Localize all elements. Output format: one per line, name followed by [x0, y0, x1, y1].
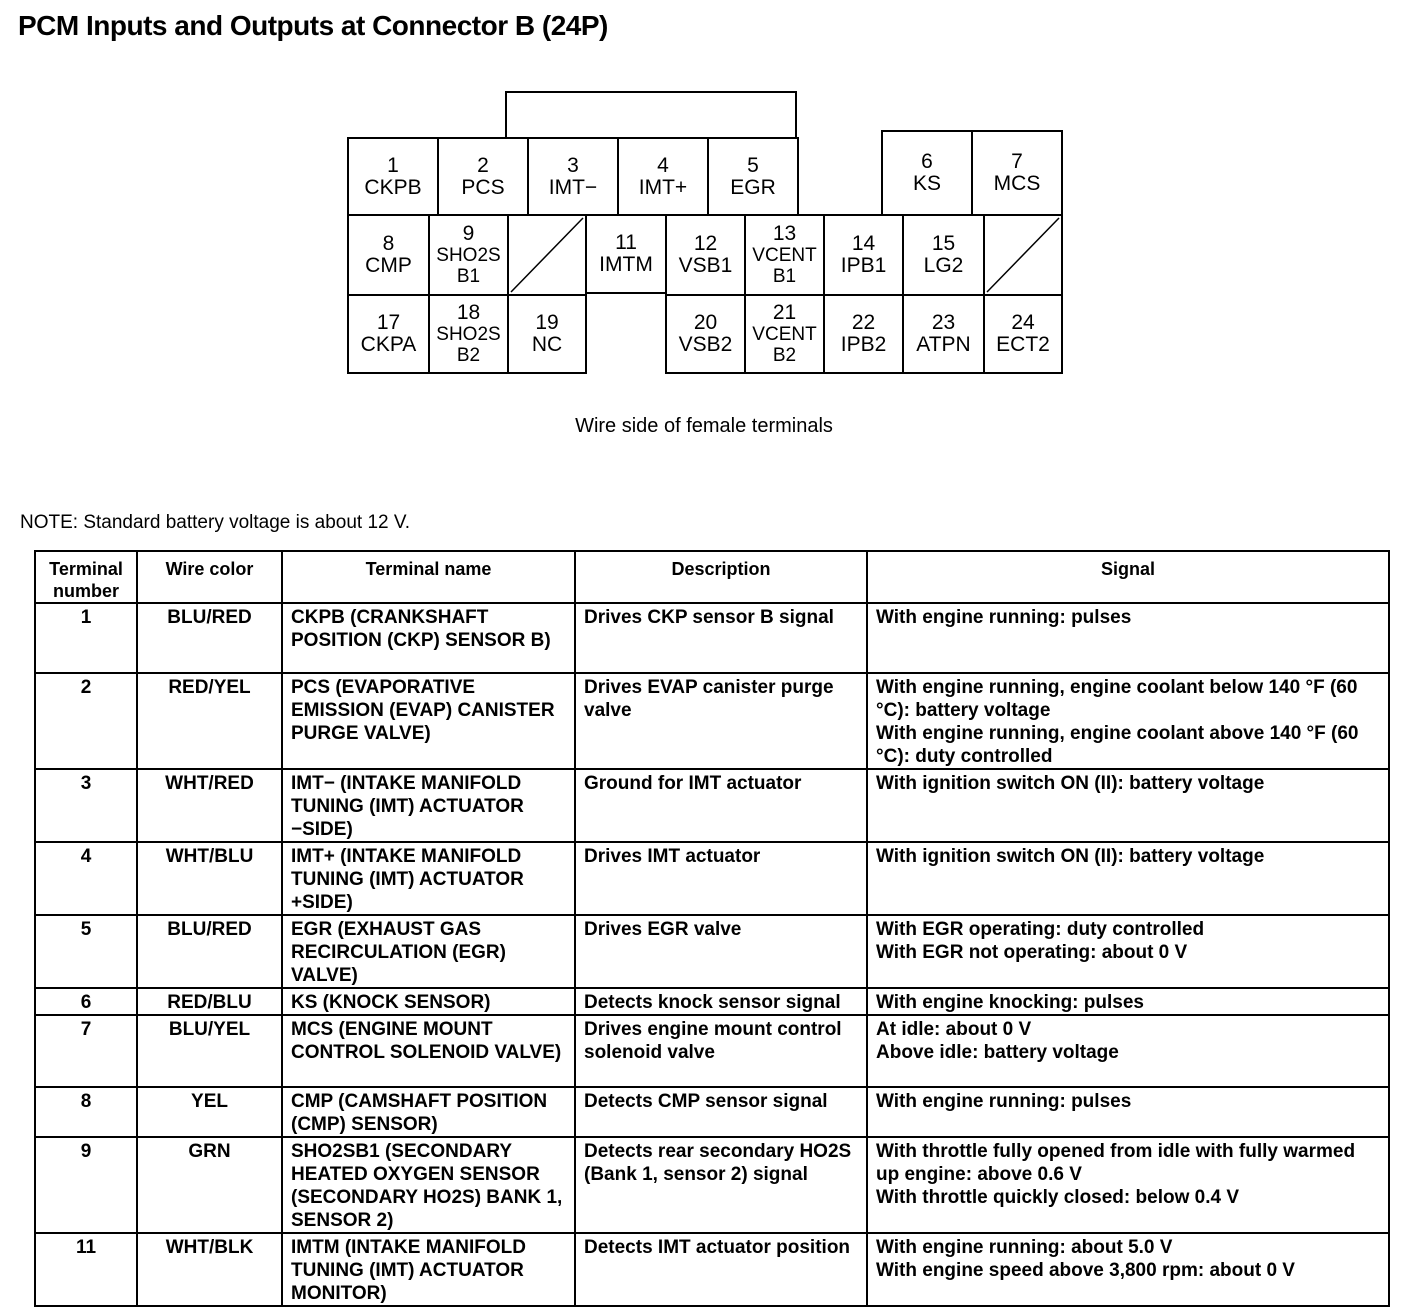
terminal-label-line2: B2: [772, 345, 797, 366]
terminal-20: [665, 294, 746, 374]
signal-line: At idle: about 0 V: [876, 1019, 1032, 1040]
cell-terminal-name: MCS (ENGINE MOUNT CONTROL SOLENOID VALVE): [282, 1015, 575, 1087]
cell-terminal-name: PCS (EVAPORATIVE EMISSION (EVAP) CANISTER PURGE VALVE): [282, 673, 575, 769]
table-row: [35, 1233, 1389, 1306]
terminal-number: 21: [772, 301, 797, 324]
terminal-19: [507, 294, 587, 374]
cell-description: Drives EVAP canister purge valve: [575, 673, 867, 769]
terminal-18: [428, 294, 509, 374]
cell-terminal-number: 6: [35, 988, 137, 1015]
terminal-7: [971, 130, 1063, 216]
header-terminal-name: Terminal name: [282, 551, 575, 603]
terminal-label: SHO2S: [436, 245, 501, 266]
cell-description: Detects knock sensor signal: [575, 988, 867, 1015]
terminal-label: IMTM: [599, 253, 653, 276]
terminal-label: CKPA: [360, 333, 417, 356]
signal-line: With EGR operating: duty controlled: [876, 919, 1205, 940]
header-text: Terminal: [49, 559, 123, 579]
cell-description: Detects IMT actuator position: [575, 1233, 867, 1306]
terminal-label: PCS: [461, 176, 505, 199]
cell-terminal-name: IMT+ (INTAKE MANIFOLD TUNING (IMT) ACTUATOR +SIDE): [282, 842, 575, 915]
signal-line: With throttle fully opened from idle with fully warmed up engine: above 0.6 V: [876, 1141, 1356, 1185]
terminal-number: 8: [382, 232, 395, 255]
cell-signal: [867, 603, 1389, 673]
cell-description: Drives EGR valve: [575, 915, 867, 988]
terminal-4: [617, 137, 709, 217]
terminal-label: MCS: [993, 172, 1041, 195]
header-text: number: [52, 581, 119, 601]
terminal-label: VCENT: [752, 245, 817, 266]
terminal-label: ECT2: [996, 333, 1050, 356]
table-row: [35, 1087, 1389, 1137]
table-row: [35, 1137, 1389, 1233]
terminal-label: CMP: [365, 254, 412, 277]
page-title: PCM Inputs and Outputs at Connector B (24P): [18, 10, 608, 41]
terminal-number: 2: [477, 154, 489, 177]
header-description: Description: [575, 551, 867, 603]
terminal-22: [823, 294, 904, 374]
terminal-8: [347, 214, 430, 296]
cell-terminal-number: 4: [35, 842, 137, 915]
cell-description: Ground for IMT actuator: [575, 769, 867, 842]
cell-terminal-name: IMT− (INTAKE MANIFOLD TUNING (IMT) ACTUATOR −SIDE): [282, 769, 575, 842]
cell-signal: [867, 842, 1389, 915]
signal-line: With engine speed above 3,800 rpm: about 0 V: [876, 1260, 1295, 1281]
terminal-blank-16: [983, 214, 1063, 296]
terminal-label: EGR: [730, 176, 776, 199]
terminal-2: [437, 137, 529, 217]
terminal-number: 17: [376, 311, 401, 334]
table-row: [35, 673, 1389, 769]
terminal-number: 15: [931, 232, 956, 255]
cell-terminal-name: CMP (CAMSHAFT POSITION (CMP) SENSOR): [282, 1087, 575, 1137]
battery-note: NOTE: Standard battery voltage is about 12 V.: [20, 512, 411, 533]
terminal-number: 11: [615, 231, 637, 254]
cell-wire-color: BLU/RED: [137, 915, 282, 988]
terminal-label: NC: [531, 333, 563, 356]
cell-wire-color: WHT/RED: [137, 769, 282, 842]
terminal-14: [823, 214, 904, 296]
terminal-24: [983, 294, 1063, 374]
cell-wire-color: WHT/BLK: [137, 1233, 282, 1306]
terminal-label-line2: B1: [456, 266, 481, 287]
cell-terminal-number: 3: [35, 769, 137, 842]
table-row: [35, 603, 1389, 673]
terminal-label: IMT−: [548, 176, 598, 199]
signal-line: With engine running, engine coolant below 140 °F (60 °C): battery voltage: [876, 677, 1358, 721]
terminal-21: [744, 294, 825, 374]
terminal-5: [707, 137, 799, 217]
cell-signal: [867, 769, 1389, 842]
terminal-number: 18: [456, 301, 481, 324]
terminal-label-line2: B1: [772, 266, 797, 287]
terminal-label: IPB1: [840, 254, 887, 277]
terminal-number: 24: [1011, 311, 1035, 334]
cell-description: Detects CMP sensor signal: [575, 1087, 867, 1137]
terminal-label: LG2: [923, 254, 964, 277]
terminal-15: [902, 214, 985, 296]
terminal-number: 14: [851, 232, 876, 255]
terminal-3: [527, 137, 619, 217]
terminal-13: [744, 214, 825, 296]
header-signal: Signal: [867, 551, 1389, 603]
terminal-number: 1: [387, 154, 399, 177]
terminal-number: 4: [657, 154, 669, 177]
cell-terminal-number: 2: [35, 673, 137, 769]
terminal-table: [34, 550, 1390, 1307]
cell-wire-color: YEL: [137, 1087, 282, 1137]
terminal-label-line2: B2: [456, 345, 481, 366]
blank-cavity-slash-icon: [985, 216, 1061, 294]
terminal-label: IPB2: [840, 333, 887, 356]
cell-description: Drives IMT actuator: [575, 842, 867, 915]
terminal-label: KS: [912, 172, 941, 195]
terminal-number: 5: [747, 154, 759, 177]
header-terminal-number: [35, 551, 137, 603]
terminal-number: 19: [535, 311, 559, 334]
table-row: [35, 769, 1389, 842]
terminal-number: 20: [693, 311, 718, 334]
cell-terminal-number: 8: [35, 1087, 137, 1137]
terminal-number: 7: [1011, 150, 1023, 173]
header-wire-color: Wire color: [137, 551, 282, 603]
terminal-label: CKPB: [364, 176, 422, 199]
signal-line: Above idle: battery voltage: [876, 1042, 1119, 1063]
terminal-label: ATPN: [916, 333, 971, 356]
signal-line: With engine running: pulses: [876, 607, 1132, 628]
table-row: [35, 842, 1389, 915]
table-row: [35, 915, 1389, 988]
cell-signal: [867, 1015, 1389, 1087]
signal-line: With throttle quickly closed: below 0.4 V: [876, 1187, 1239, 1208]
terminal-number: 13: [772, 222, 797, 245]
diagram-caption: Wire side of female terminals: [575, 415, 833, 437]
signal-line: With EGR not operating: about 0 V: [876, 942, 1188, 963]
terminal-label: VSB1: [678, 254, 733, 277]
terminal-number: 12: [693, 232, 718, 255]
terminal-17: [347, 294, 430, 374]
cell-terminal-name: IMTM (INTAKE MANIFOLD TUNING (IMT) ACTUATOR MONITOR): [282, 1233, 575, 1306]
cell-wire-color: RED/YEL: [137, 673, 282, 769]
cell-wire-color: GRN: [137, 1137, 282, 1233]
cell-signal: [867, 1087, 1389, 1137]
terminal-6: [881, 130, 973, 216]
cell-wire-color: BLU/YEL: [137, 1015, 282, 1087]
signal-line: With ignition switch ON (II): battery voltage: [876, 846, 1265, 867]
cell-terminal-name: EGR (EXHAUST GAS RECIRCULATION (EGR) VALVE): [282, 915, 575, 988]
table-row: [35, 1015, 1389, 1087]
terminal-label: VCENT: [752, 324, 817, 345]
cell-wire-color: RED/BLU: [137, 988, 282, 1015]
cell-description: Drives engine mount control solenoid valve: [575, 1015, 867, 1087]
terminal-number: 9: [462, 222, 475, 245]
terminal-number: 3: [567, 154, 579, 177]
cell-signal: [867, 1137, 1389, 1233]
terminal-number: 22: [851, 311, 876, 334]
signal-line: With engine knocking: pulses: [876, 992, 1144, 1013]
terminal-1: [347, 137, 439, 217]
terminal-9: [428, 214, 509, 296]
cell-signal: [867, 988, 1389, 1015]
cell-terminal-number: 11: [35, 1233, 137, 1306]
cell-terminal-name: SHO2SB1 (SECONDARY HEATED OXYGEN SENSOR (SECONDARY HO2S) BANK 1, SENSOR 2): [282, 1137, 575, 1233]
cell-wire-color: WHT/BLU: [137, 842, 282, 915]
terminal-12: [665, 214, 746, 296]
terminal-label: SHO2S: [436, 324, 501, 345]
terminal-label: VSB2: [678, 333, 733, 356]
signal-line: With engine running: pulses: [876, 1091, 1132, 1112]
cell-description: Detects rear secondary HO2S (Bank 1, sensor 2) signal: [575, 1137, 867, 1233]
cell-signal: [867, 1233, 1389, 1306]
terminal-blank-10: [507, 214, 587, 296]
cell-signal: [867, 915, 1389, 988]
cell-terminal-number: 5: [35, 915, 137, 988]
table-row: [35, 988, 1389, 1015]
connector-lock-tab: [505, 91, 797, 139]
blank-cavity-slash-icon: [509, 216, 585, 294]
signal-line: With engine running, engine coolant above 140 °F (60 °C): duty controlled: [876, 723, 1359, 767]
table-header-row: [35, 551, 1389, 603]
terminal-number: 23: [931, 311, 956, 334]
terminal-11: [585, 214, 667, 294]
terminal-label: IMT+: [638, 176, 688, 199]
cell-terminal-number: 1: [35, 603, 137, 673]
cell-terminal-name: CKPB (CRANKSHAFT POSITION (CKP) SENSOR B): [282, 603, 575, 673]
signal-line: With ignition switch ON (II): battery voltage: [876, 773, 1265, 794]
cell-wire-color: BLU/RED: [137, 603, 282, 673]
terminal-23: [902, 294, 985, 374]
terminal-number: 6: [921, 150, 933, 173]
cell-description: Drives CKP sensor B signal: [575, 603, 867, 673]
signal-line: With engine running: about 5.0 V: [876, 1237, 1173, 1258]
cell-terminal-name: KS (KNOCK SENSOR): [282, 988, 575, 1015]
cell-terminal-number: 7: [35, 1015, 137, 1087]
cell-terminal-number: 9: [35, 1137, 137, 1233]
cell-signal: [867, 673, 1389, 769]
